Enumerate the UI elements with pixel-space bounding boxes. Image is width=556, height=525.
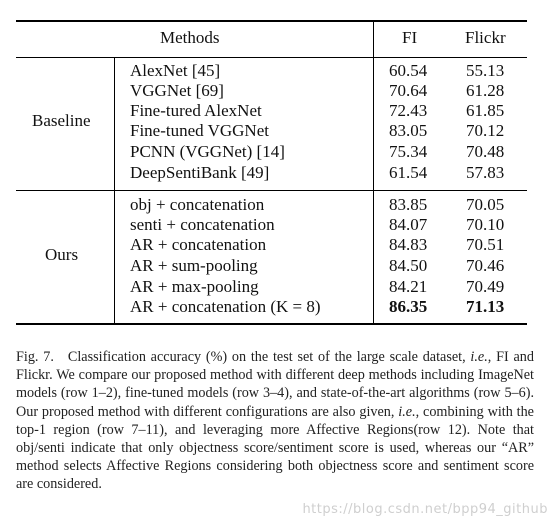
table-divider-group xyxy=(114,58,115,323)
table-group-rule xyxy=(16,190,527,191)
cell-flickr: 70.48 xyxy=(466,142,505,161)
cell-fi: 70.64 xyxy=(389,81,428,100)
cell-flickr: 70.05 xyxy=(466,195,505,214)
table-top-rule xyxy=(16,20,527,22)
cell-fi: 83.85 xyxy=(389,195,428,214)
caption-ie: i.e. xyxy=(398,403,416,420)
cell-method: Fine-tured AlexNet xyxy=(130,101,262,120)
cell-method: DeepSentiBank [49] xyxy=(130,163,270,182)
cell-flickr: 57.83 xyxy=(466,163,505,182)
cell-method: AR + sum-pooling xyxy=(130,256,258,275)
group-label-ours: Ours xyxy=(45,245,79,264)
cell-fi: 86.35 xyxy=(389,297,428,316)
cell-method: AR + max-pooling xyxy=(130,277,259,296)
cell-flickr: 70.49 xyxy=(466,277,505,296)
group-label-baseline: Baseline xyxy=(32,111,91,130)
caption-text: , combining with the top-1 region (row 7–11), and leveraging more Affective Regions(row 12). Note that obj/senti indicate that only objectness score/sentiment score is used, whereas our “AR” method selects Affective Regions considering both objectness score and sentiment score are considered. xyxy=(16,403,534,493)
header-fi: FI xyxy=(402,28,418,47)
cell-method: obj + concatenation xyxy=(130,195,265,214)
cell-fi: 84.07 xyxy=(389,215,428,234)
header-methods: Methods xyxy=(160,28,220,47)
cell-fi: 75.34 xyxy=(389,142,428,161)
cell-flickr: 70.46 xyxy=(466,256,505,275)
figure-caption xyxy=(16,348,534,494)
cell-fi: 84.50 xyxy=(389,256,428,275)
cell-flickr: 70.12 xyxy=(466,121,505,140)
caption-ie: i.e. xyxy=(470,349,488,365)
caption-text: Classification accuracy (%) on the test set of the large scale dataset, xyxy=(67,349,471,365)
header-flickr: Flickr xyxy=(465,28,506,47)
cell-method: VGGNet [69] xyxy=(130,81,224,100)
cell-fi: 83.05 xyxy=(389,121,428,140)
cell-method: AR + concatenation xyxy=(130,235,267,254)
cell-method: AlexNet [45] xyxy=(130,61,221,80)
cell-flickr: 70.51 xyxy=(466,235,505,254)
cell-fi: 84.83 xyxy=(389,235,428,254)
caption-label: Fig. 7. xyxy=(16,349,54,365)
cell-flickr: 61.28 xyxy=(466,81,505,100)
cell-flickr: 70.10 xyxy=(466,215,505,234)
cell-method: PCNN (VGGNet) [14] xyxy=(130,142,285,161)
cell-fi: 84.21 xyxy=(389,277,428,296)
table-header-rule xyxy=(16,57,527,58)
table-bottom-rule xyxy=(16,323,527,325)
caption-text: , FI and Flickr. We compare our proposed method with different deep methods including ImageNet models (row 1–2), fine-tuned models (row 3–4), and state-of-the-art algorithms (row 5–6). Our proposed method with different configurations are also given, xyxy=(16,349,534,420)
cell-fi: 61.54 xyxy=(389,163,428,182)
watermark: https://blog.csdn.net/bpp94_github xyxy=(302,502,548,517)
cell-fi: 60.54 xyxy=(389,61,428,80)
cell-flickr: 55.13 xyxy=(466,61,505,80)
cell-method: AR + concatenation (K = 8) xyxy=(130,297,321,316)
cell-method: senti + concatenation xyxy=(130,215,275,234)
table-divider-methods xyxy=(373,21,374,323)
cell-fi: 72.43 xyxy=(389,101,428,120)
cell-method: Fine-tuned VGGNet xyxy=(130,121,269,140)
cell-flickr: 71.13 xyxy=(466,297,505,316)
cell-flickr: 61.85 xyxy=(466,101,505,120)
